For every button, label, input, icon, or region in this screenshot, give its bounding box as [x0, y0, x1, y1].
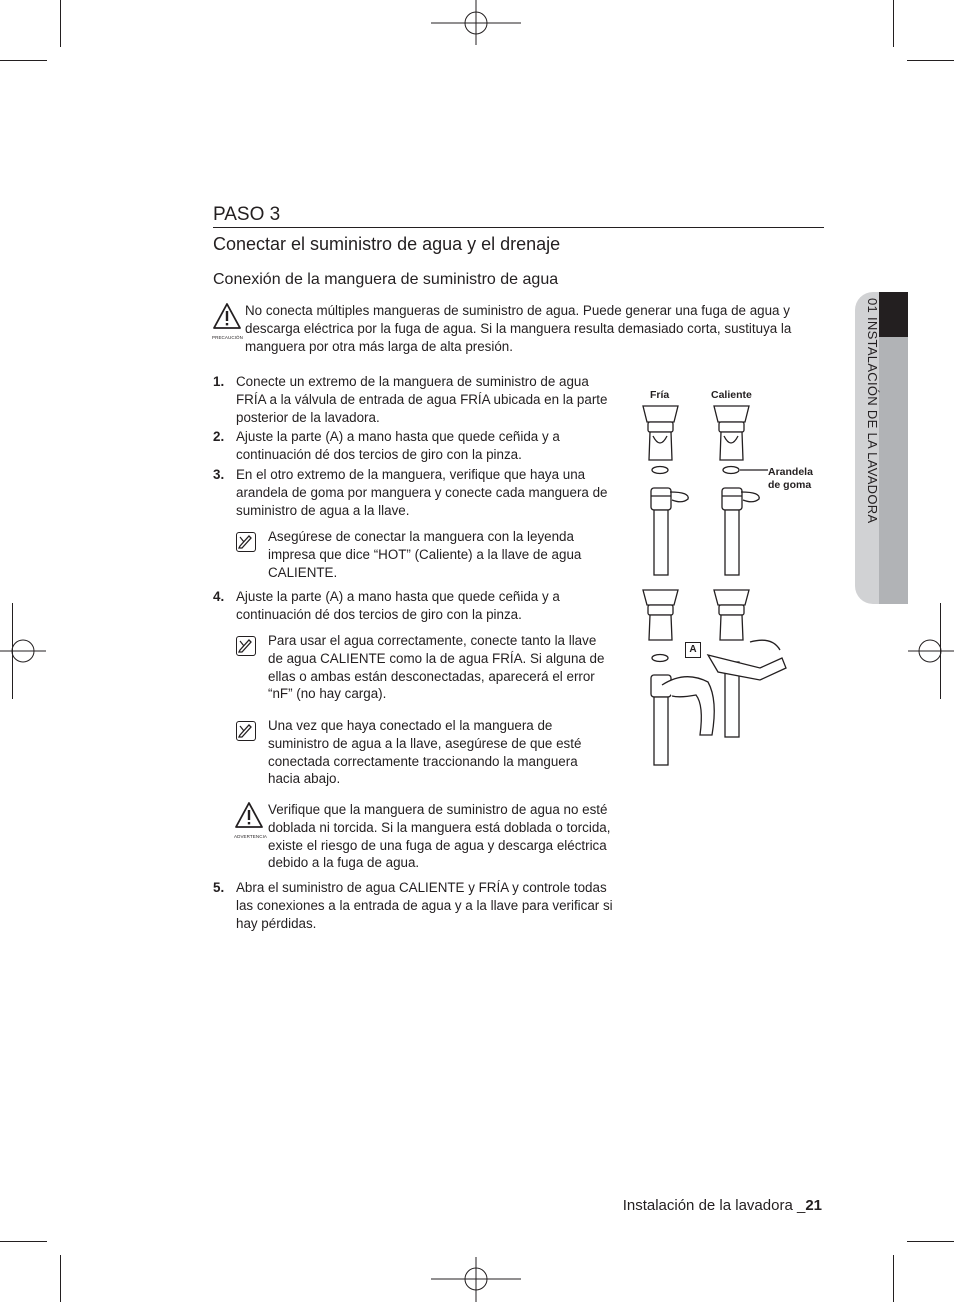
- step-text: Conecte un extremo de la manguera de suministro de agua FRÍA a la válvula de entrada de agua FRÍA ubicada en la parte posterior de la lavadora.: [236, 374, 608, 425]
- chapter-label: 01 INSTALACIÓN DE LA LAVADORA: [865, 298, 880, 524]
- step-text: Abra el suministro de agua CALIENTE y FRÍA y controle todas las conexiones a la entrada de agua y a la llave para verificar si hay pérdidas.: [236, 880, 613, 931]
- page-number: 21: [805, 1197, 822, 1214]
- section-subtitle: Conexión de la manguera de suministro de agua: [213, 271, 559, 288]
- note-3: [236, 717, 611, 789]
- washer-label-line1: Arandela: [768, 466, 813, 478]
- warning-icon: [234, 801, 268, 839]
- page-title: Conectar el suministro de agua y el drenaje: [213, 234, 561, 254]
- hose-connection-illustration: [600, 400, 800, 770]
- caution-icon: [212, 302, 242, 338]
- warning-icon-label: ADVERTENCIA: [234, 833, 268, 839]
- caution-icon-label: PRECAUCIÓN: [212, 335, 244, 340]
- part-a-label: A: [685, 642, 701, 658]
- side-tab-marker: [879, 292, 908, 337]
- note-text: Asegúrese de conectar la manguera con la leyenda impresa que dice “HOT” (Caliente) a la llave de agua CALIENTE.: [268, 529, 582, 580]
- note-text: Una vez que haya conectado el la manguera de suministro de agua a la llave, asegúrese de que esté conectada correctamente traccionando la manguera hacia abajo.: [268, 718, 582, 787]
- note-text: Para usar el agua correctamente, conecte tanto la llave de agua CALIENTE como la de agua FRÍA. Si alguna de ellas o ambas están desconectadas, aparecerá el error “nF” (no hay carga).: [268, 633, 605, 702]
- cold-label: Fría: [650, 389, 670, 401]
- page-footer: [623, 1197, 822, 1214]
- step-title: PASO 3: [213, 204, 281, 225]
- step-number: 4.: [213, 589, 225, 604]
- caution-text: No conecta múltiples mangueras de suministro de agua. Puede generar una fuga de agua y descarga eléctrica por la fuga de agua. Si la manguera resulta demasiado corta, sustituya la manguera por otra más larga de alta presión.: [245, 303, 792, 354]
- step-4: [213, 588, 613, 624]
- step-3: [213, 466, 613, 520]
- note-pencil-icon: [236, 721, 256, 741]
- step-2: [213, 428, 613, 464]
- step-5: [213, 879, 613, 933]
- note-1: [236, 528, 611, 582]
- step-number: 3.: [213, 467, 225, 482]
- step-text: En el otro extremo de la manguera, verifique que haya una arandela de goma por manguera y conecte cada manguera de suministro de agua a la llave.: [236, 467, 608, 518]
- footer-section: Instalación de la lavadora _: [622, 1197, 806, 1214]
- step-number: 1.: [213, 374, 225, 389]
- note-2: [236, 632, 611, 704]
- step-text: Ajuste la parte (A) a mano hasta que quede ceñida y a continuación dé dos tercios de giro con la pinza.: [236, 429, 560, 462]
- warning-text: Verifique que la manguera de suministro de agua no esté doblada ni torcida. Si la manguera está doblada o torcida, existe el riesgo de una fuga de agua y descarga eléctrica debido a la fuga de agua.: [268, 802, 611, 871]
- washer-label-line2: de goma: [768, 479, 812, 491]
- step-number: 5.: [213, 880, 225, 895]
- step-text: Ajuste la parte (A) a mano hasta que quede ceñida y a continuación dé dos tercios de giro con la pinza.: [236, 589, 560, 622]
- title-rule: [213, 227, 824, 228]
- note-pencil-icon: [236, 636, 256, 656]
- side-tab-shade: [879, 337, 908, 604]
- hot-label: Caliente: [711, 389, 752, 401]
- step-number: 2.: [213, 429, 225, 444]
- warning: [236, 801, 611, 873]
- step-1: [213, 373, 613, 427]
- note-pencil-icon: [236, 532, 256, 552]
